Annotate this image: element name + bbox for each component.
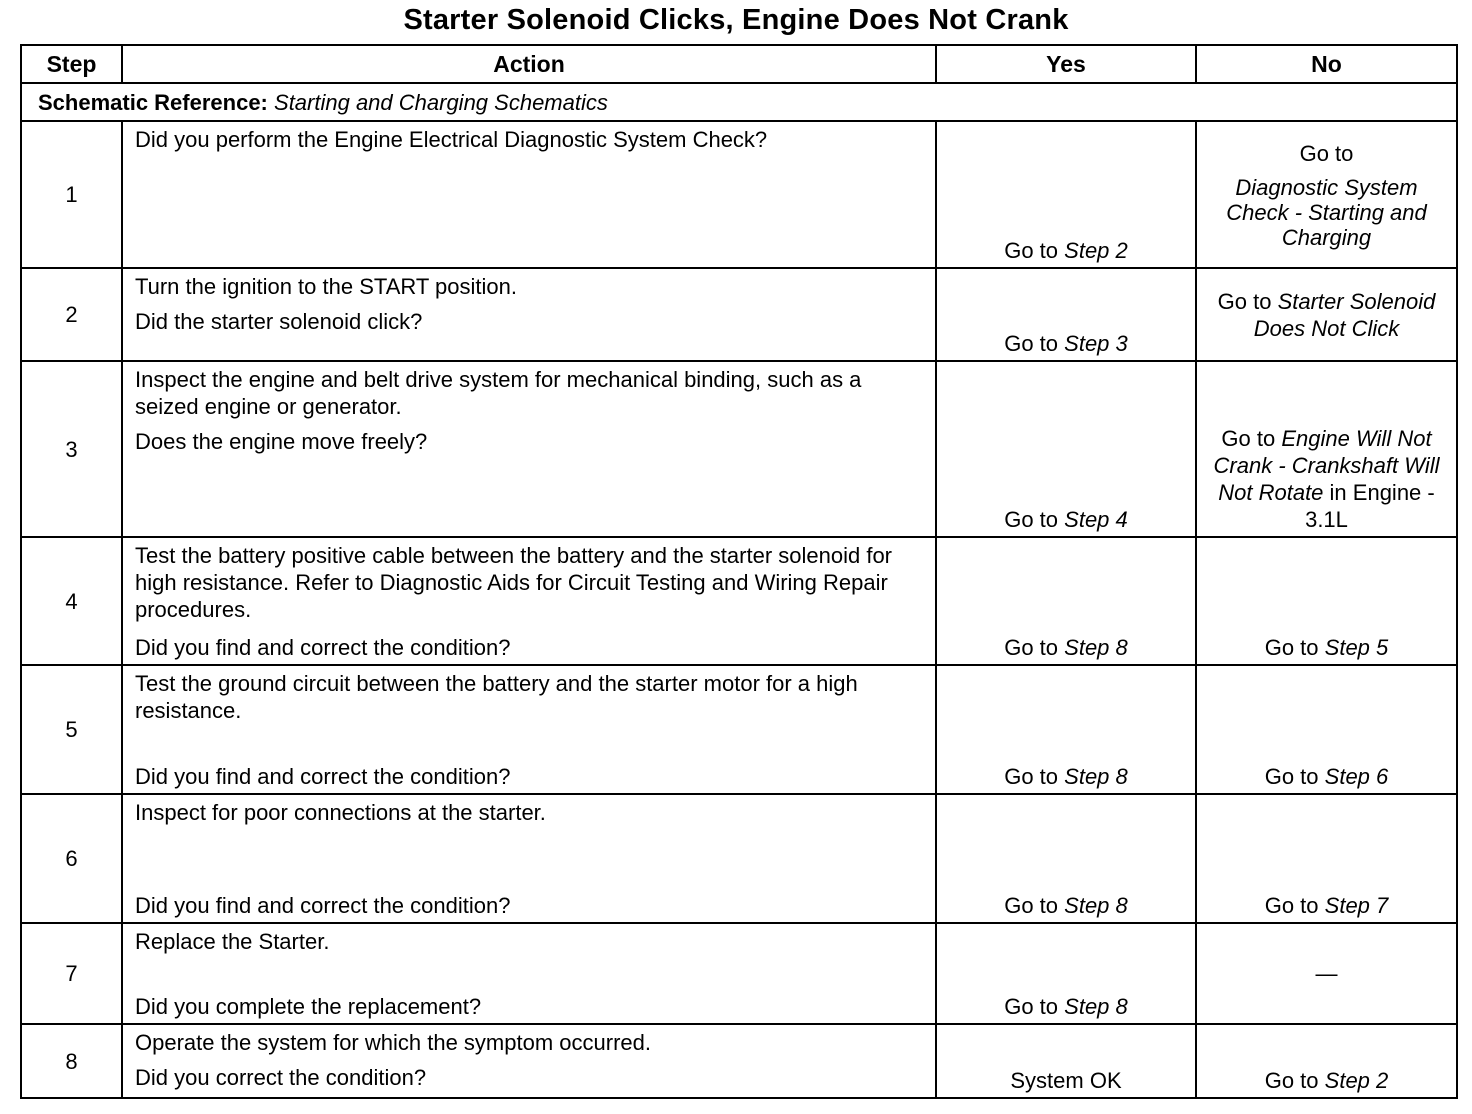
no-prefix: Go to: [1221, 426, 1276, 451]
no-cell[interactable]: [1196, 537, 1457, 665]
yes-step-link[interactable]: Step 3: [1064, 331, 1128, 356]
no-step-link[interactable]: Step 7: [1324, 893, 1389, 918]
action-cell: [122, 537, 936, 665]
column-header-action: Action: [122, 45, 936, 83]
action-question: Did you find and correct the condition?: [135, 893, 511, 918]
no-dash: —: [1315, 961, 1338, 986]
yes-cell[interactable]: [936, 268, 1196, 361]
yes-cell[interactable]: [936, 121, 1196, 268]
no-prefix: Go to: [1299, 140, 1354, 166]
table-row: [21, 1024, 1457, 1098]
page-title: Starter Solenoid Clicks, Engine Does Not Crank: [403, 4, 1069, 36]
yes-prefix: Go to: [1004, 507, 1059, 532]
column-header-yes: Yes: [936, 45, 1196, 83]
yes-cell[interactable]: [936, 361, 1196, 537]
yes-result: System OK: [1010, 1068, 1122, 1093]
step-number: 6: [21, 794, 122, 923]
table-row: [21, 665, 1457, 794]
yes-cell[interactable]: [936, 537, 1196, 665]
action-text: Test the battery positive cable between the battery and the starter solenoid for high resistance. Refer to Diagnostic Aids for Circuit Testing and Wiring Repair procedures.: [135, 543, 893, 622]
yes-prefix: Go to: [1004, 764, 1059, 789]
step-number: 4: [21, 537, 122, 665]
column-header-no: No: [1196, 45, 1457, 83]
no-cell: [1196, 923, 1457, 1024]
no-prefix: Go to: [1264, 893, 1319, 918]
no-reference-link[interactable]: Starter Solenoid Does Not Click: [1253, 288, 1436, 341]
action-text: Inspect for poor connections at the starter.: [135, 800, 546, 825]
no-cell[interactable]: [1196, 794, 1457, 923]
no-cell[interactable]: [1196, 121, 1457, 268]
action-cell: [122, 361, 936, 537]
action-cell: [122, 794, 936, 923]
header-row: [21, 45, 1457, 83]
no-cell[interactable]: [1196, 1024, 1457, 1098]
step-number: 1: [21, 121, 122, 268]
table-row: [21, 923, 1457, 1024]
action-text: Turn the ignition to the START position.: [135, 274, 517, 299]
no-cell[interactable]: [1196, 361, 1457, 537]
action-text: Inspect the engine and belt drive system for mechanical binding, such as a seized engine or generator.: [135, 367, 862, 419]
step-number: 7: [21, 923, 122, 1024]
action-question: Did you complete the replacement?: [135, 994, 482, 1019]
no-reference-link[interactable]: Engine Will Not Crank - Crankshaft Will Not Rotate: [1213, 426, 1440, 505]
no-step-link[interactable]: Step 5: [1324, 635, 1389, 660]
no-prefix: Go to: [1264, 1068, 1319, 1093]
no-prefix: Go to: [1264, 635, 1319, 660]
action-cell: [122, 268, 936, 361]
action-question: Did you correct the condition?: [135, 1065, 427, 1090]
no-reference-link[interactable]: Diagnostic System Check - Starting and Charging: [1226, 174, 1427, 250]
action-cell: [122, 923, 936, 1024]
action-question: Did you find and correct the condition?: [135, 764, 511, 789]
step-number: 3: [21, 361, 122, 537]
no-prefix: Go to: [1264, 764, 1319, 789]
yes-step-link[interactable]: Step 8: [1064, 893, 1128, 918]
yes-prefix: Go to: [1004, 893, 1059, 918]
action-text: Test the ground circuit between the battery and the starter motor for a high resistance.: [135, 671, 858, 723]
no-step-link[interactable]: Step 2: [1324, 1068, 1389, 1093]
yes-step-link[interactable]: Step 2: [1064, 238, 1128, 263]
yes-step-link[interactable]: Step 8: [1064, 764, 1128, 789]
yes-prefix: Go to: [1004, 238, 1059, 263]
yes-step-link[interactable]: Step 8: [1064, 635, 1128, 660]
yes-prefix: Go to: [1004, 331, 1059, 356]
no-suffix: in Engine - 3.1L: [1305, 480, 1435, 532]
yes-prefix: Go to: [1004, 994, 1059, 1019]
table-row: [21, 537, 1457, 665]
action-text: Operate the system for which the symptom occurred.: [135, 1030, 651, 1055]
action-question: Did you find and correct the condition?: [135, 635, 511, 660]
no-cell[interactable]: [1196, 665, 1457, 794]
schematic-reference: [21, 83, 1457, 121]
action-cell: [122, 121, 936, 268]
action-question: Did the starter solenoid click?: [135, 309, 423, 334]
yes-cell[interactable]: [936, 794, 1196, 923]
action-text: Did you perform the Engine Electrical Diagnostic System Check?: [135, 127, 768, 152]
yes-step-link[interactable]: Step 4: [1064, 507, 1128, 532]
table-row: [21, 794, 1457, 923]
action-text: Replace the Starter.: [135, 929, 330, 954]
yes-prefix: Go to: [1004, 635, 1059, 660]
schematic-reference-link[interactable]: Starting and Charging Schematics: [274, 89, 608, 115]
table-row: [21, 361, 1457, 537]
diagnostic-table: [20, 44, 1458, 1099]
yes-cell[interactable]: [936, 665, 1196, 794]
schematic-reference-row: [21, 83, 1457, 121]
action-question: Does the engine move freely?: [135, 429, 428, 454]
table-row: [21, 268, 1457, 361]
no-prefix: Go to: [1217, 288, 1272, 314]
action-cell: [122, 665, 936, 794]
column-header-step: Step: [21, 45, 122, 83]
step-number: 2: [21, 268, 122, 361]
yes-step-link[interactable]: Step 8: [1064, 994, 1128, 1019]
table-row: [21, 121, 1457, 268]
step-number: 5: [21, 665, 122, 794]
step-number: 8: [21, 1024, 122, 1098]
yes-cell: [936, 1024, 1196, 1098]
schematic-reference-label: Schematic Reference:: [38, 89, 268, 115]
no-cell[interactable]: [1196, 268, 1457, 361]
yes-cell[interactable]: [936, 923, 1196, 1024]
action-cell: [122, 1024, 936, 1098]
no-step-link[interactable]: Step 6: [1324, 764, 1389, 789]
